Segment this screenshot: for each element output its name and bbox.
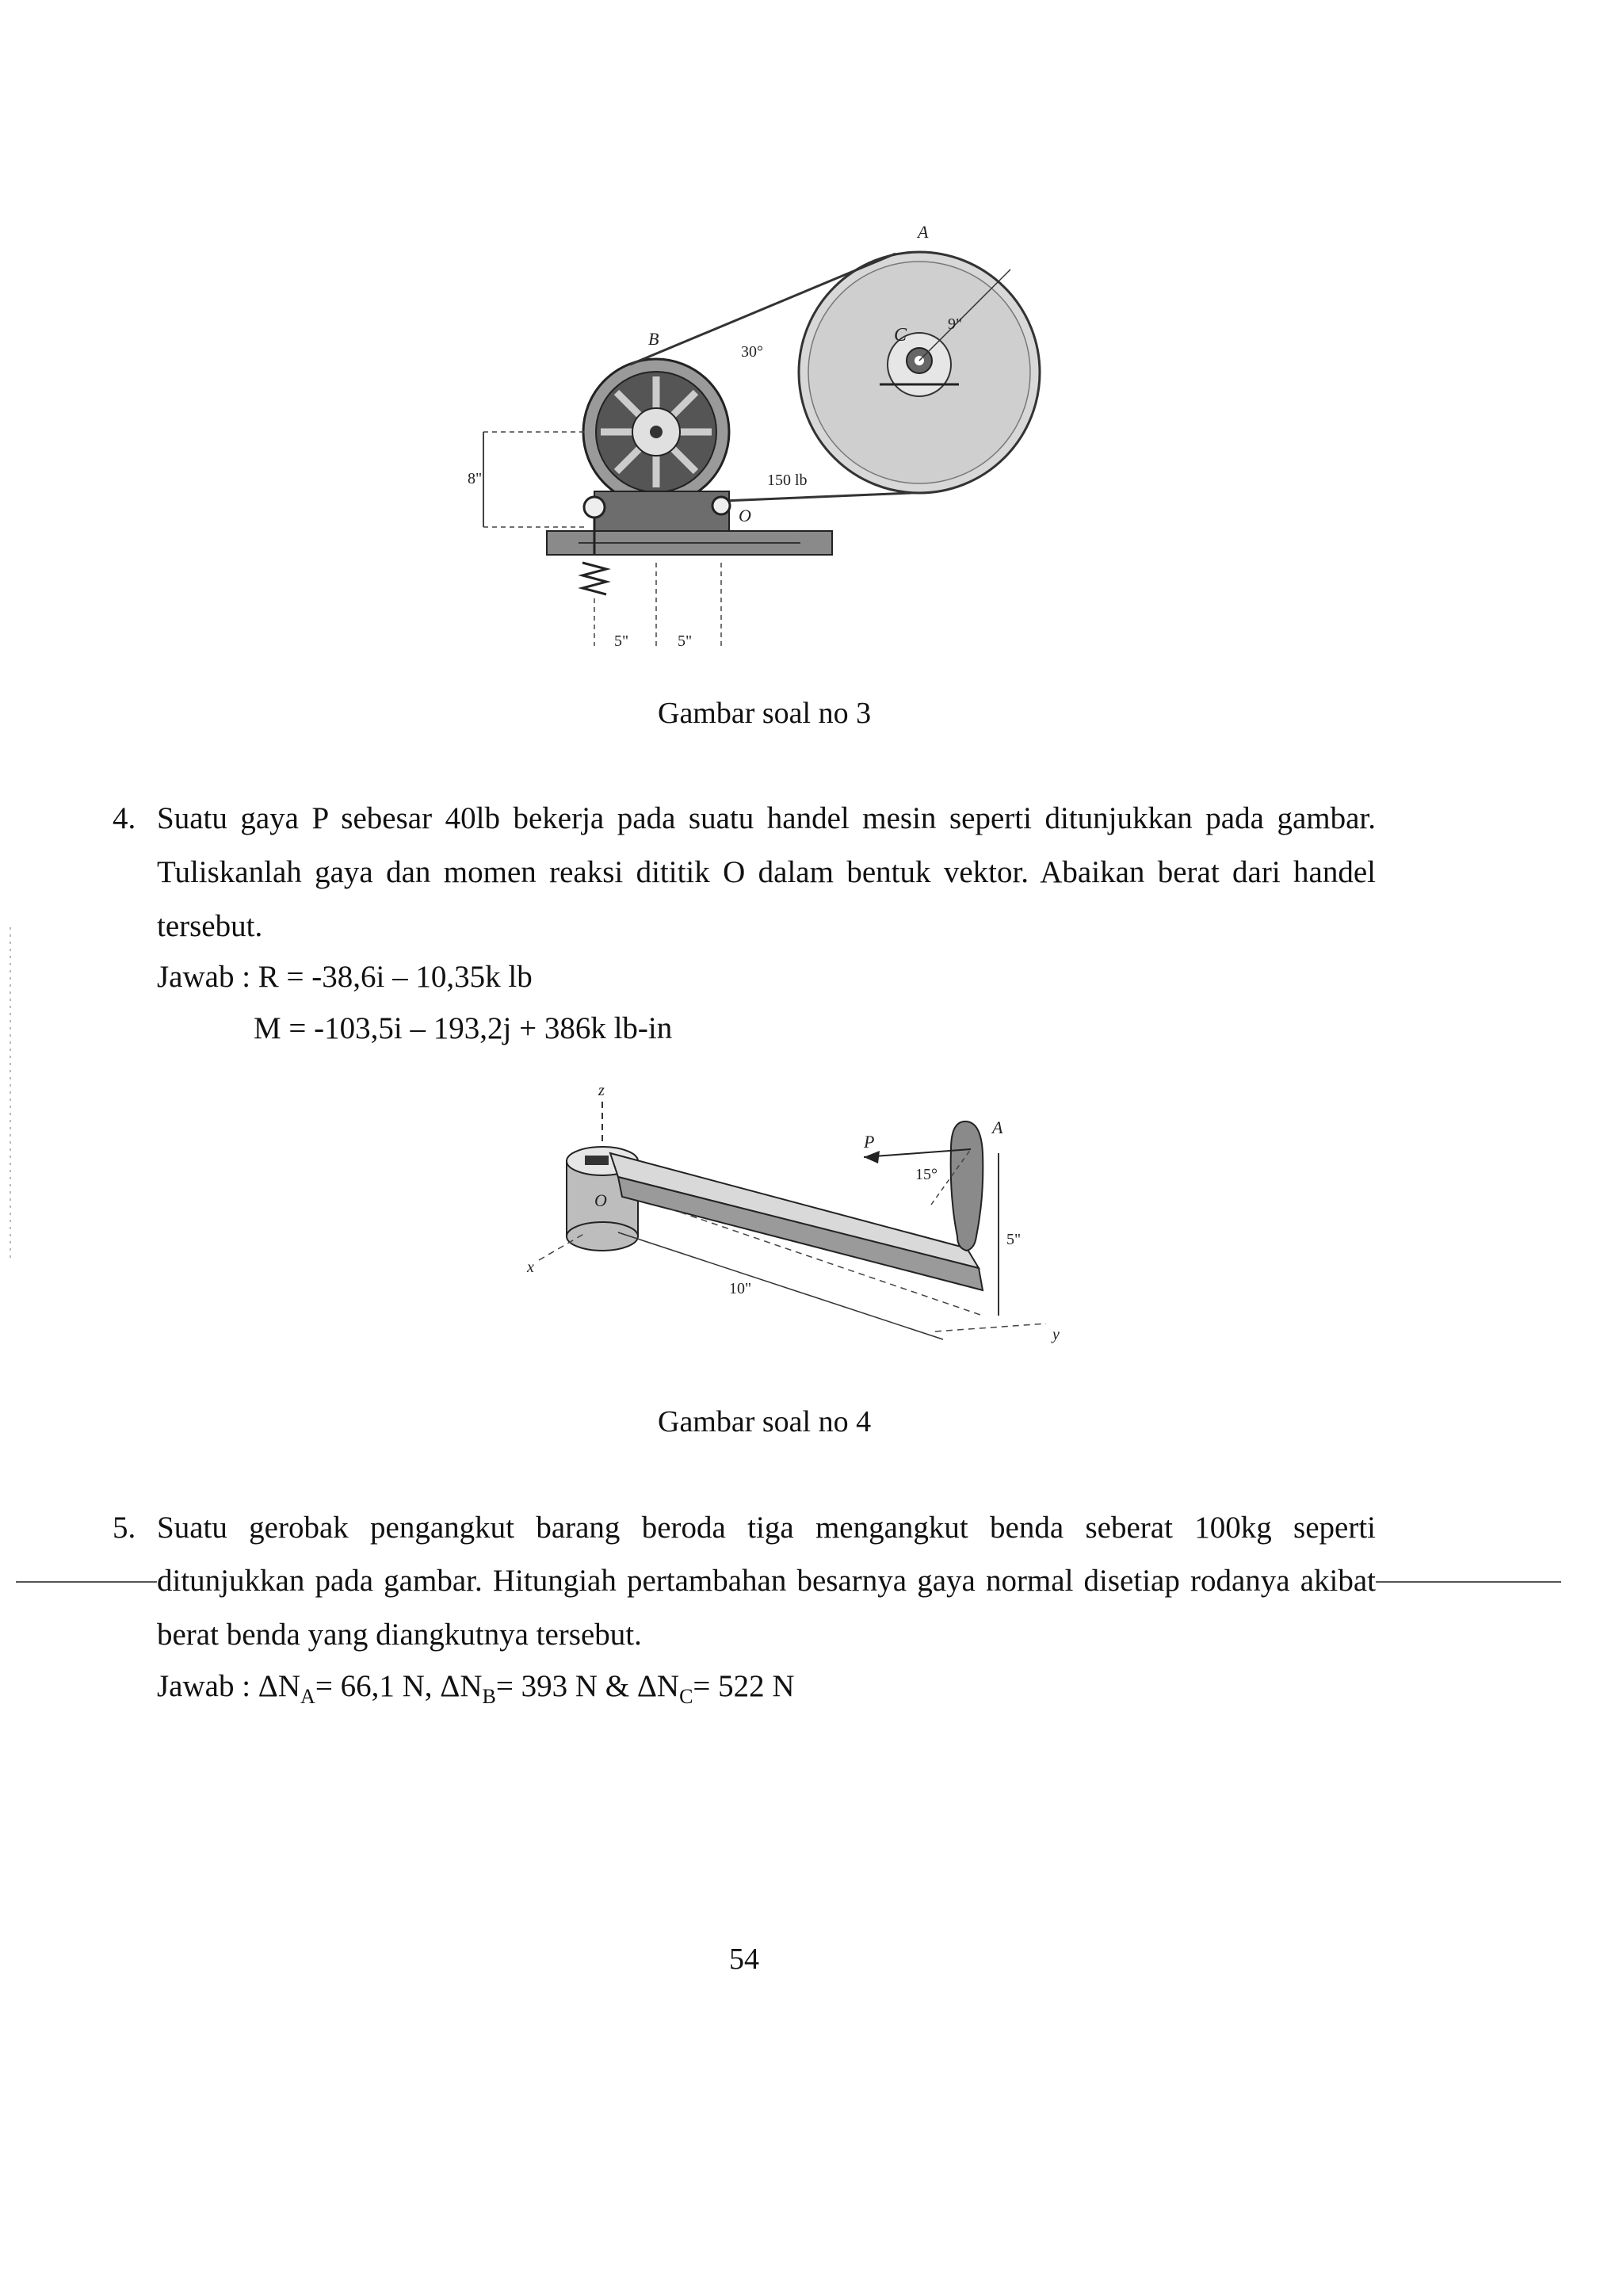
fig3-label-dim-right: 5"	[678, 632, 693, 650]
question-4-line-3: tersebut.	[157, 909, 263, 943]
fig3-label-angle: 30°	[741, 343, 763, 361]
fig4-label-x: x	[527, 1259, 534, 1276]
question-4-answer-m: M = -103,5i – 193,2j + 386k lb-in	[254, 1011, 673, 1045]
fig4-label-length: 10"	[729, 1280, 752, 1297]
question-4-answer-r: Jawab : R = -38,6i – 10,35k lb	[157, 960, 533, 994]
fig3-label-b: B	[648, 329, 659, 349]
question-4-number: 4.	[113, 801, 136, 835]
figure-3-caption: Gambar soal no 3	[658, 697, 872, 730]
question-4-line-2: Tuliskanlah gaya dan momen reaksi dititik O dalam bentuk vektor. Abaikan berat dari handel	[157, 855, 1376, 889]
question-5-line-2: ditunjukkan pada gambar. Hitungiah pertambahan besarnya gaya normal disetiap rodanya akibat	[157, 1564, 1376, 1598]
fig3-label-force: 150 lb	[767, 472, 808, 489]
fig4-label-p: P	[864, 1132, 875, 1152]
answer-end-c: = 522 N	[693, 1669, 795, 1703]
fig4-label-z: z	[598, 1082, 605, 1099]
fig4-label-y: y	[1052, 1326, 1060, 1343]
question-5-line-3: berat benda yang diangkutnya tersebut.	[157, 1618, 642, 1652]
fig4-label-a: A	[992, 1117, 1003, 1137]
fig4-label-o: O	[594, 1190, 607, 1210]
figure-4-crank-diagram	[491, 1078, 1078, 1387]
answer-prefix: Jawab : ΔN	[157, 1669, 301, 1703]
fig3-label-dim-left: 5"	[614, 632, 629, 650]
subscript-b: B	[482, 1684, 496, 1708]
question-5-answer	[157, 1668, 795, 1709]
fig3-label-c: C	[894, 325, 907, 346]
fig3-label-a: A	[918, 222, 929, 242]
figure-4-caption: Gambar soal no 4	[658, 1405, 872, 1438]
fig3-label-height: 8"	[468, 470, 483, 487]
subscript-a: A	[300, 1684, 315, 1708]
margin-scan-dots	[10, 927, 11, 1260]
subscript-c: C	[679, 1684, 693, 1708]
figure-3-pulley-diagram	[468, 214, 1070, 674]
answer-mid-b: = 393 N & ΔN	[495, 1669, 680, 1703]
question-5-line-1: Suatu gerobak pengangkut barang beroda tiga mengangkut benda seberat 100kg seperti	[157, 1511, 1376, 1545]
fig4-label-height: 5"	[1006, 1231, 1022, 1248]
answer-mid-a: = 66,1 N, ΔN	[315, 1669, 483, 1703]
question-5-number: 5.	[113, 1511, 136, 1545]
page-number: 54	[729, 1943, 759, 1976]
fig3-label-radius: 9"	[948, 315, 963, 333]
question-4-line-1: Suatu gaya P sebesar 40lb bekerja pada suatu handel mesin seperti ditunjukkan pada gambar.	[157, 801, 1376, 835]
fig3-label-o: O	[739, 506, 751, 525]
fig4-label-angle: 15°	[915, 1166, 938, 1183]
